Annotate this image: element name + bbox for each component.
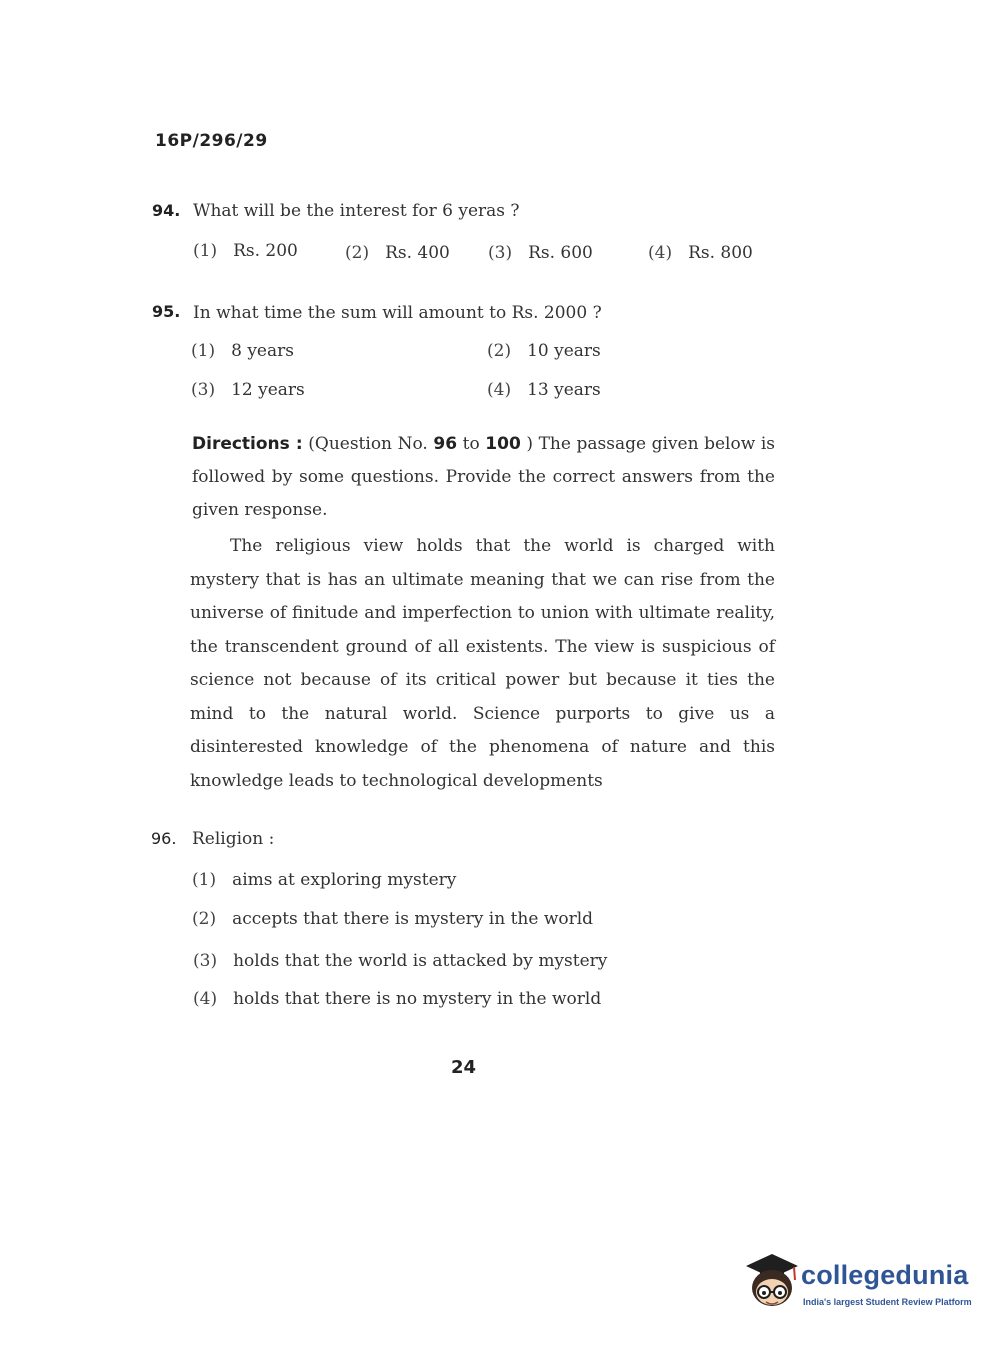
q96-option-2[interactable] <box>192 909 593 929</box>
q96-option-4[interactable] <box>193 989 601 1009</box>
option-text: 10 years <box>527 341 601 361</box>
option-number: (3) <box>193 951 218 971</box>
directions-to: 100 <box>485 434 521 454</box>
directions-label: Directions : <box>192 434 303 454</box>
question-95-number: 95. <box>152 302 181 321</box>
option-number: (3) <box>191 380 216 400</box>
question-96-text: Religion : <box>192 829 275 849</box>
directions-from: 96 <box>433 434 458 454</box>
directions-to-word: to <box>462 434 480 454</box>
option-text: 13 years <box>527 380 601 400</box>
q95-option-3[interactable] <box>191 380 305 400</box>
option-text: holds that there is no mystery in the world <box>233 989 602 1009</box>
q96-option-3[interactable] <box>193 951 607 971</box>
q95-option-4[interactable] <box>487 380 601 400</box>
directions-post: ) The passage given below is followed by some questions. Provide the correct answers from the given response. <box>192 434 776 520</box>
option-number: (4) <box>193 989 218 1009</box>
option-text: accepts that there is mystery in the world <box>232 909 594 929</box>
q94-option-1[interactable] <box>193 241 298 261</box>
page-number: 24 <box>451 1057 477 1078</box>
directions-block <box>192 428 775 527</box>
question-95-text: In what time the sum will amount to Rs. 2000 ? <box>193 303 602 323</box>
option-number: (2) <box>345 243 370 263</box>
option-number: (2) <box>487 341 512 361</box>
question-94-text: What will be the interest for 6 yeras ? <box>193 201 520 221</box>
reading-passage <box>190 530 775 798</box>
brand-name: collegedunia <box>801 1260 969 1290</box>
option-number: (3) <box>488 243 513 263</box>
option-text: Rs. 400 <box>385 243 450 263</box>
option-number: (4) <box>648 243 673 263</box>
paper-code: 16P/296/29 <box>155 131 268 151</box>
graduate-mascot-icon <box>742 1250 800 1320</box>
option-text: aims at exploring mystery <box>232 870 457 890</box>
q94-option-3[interactable] <box>488 243 593 263</box>
option-text: Rs. 600 <box>528 243 593 263</box>
q95-option-1[interactable] <box>191 341 294 361</box>
q95-option-2[interactable] <box>487 341 601 361</box>
option-text: Rs. 200 <box>233 241 298 261</box>
q94-option-2[interactable] <box>345 243 450 263</box>
directions-pre: (Question No. <box>308 434 428 454</box>
option-number: (1) <box>192 870 217 890</box>
option-text: holds that the world is attacked by mystery <box>233 951 608 971</box>
option-number: (1) <box>193 241 218 261</box>
option-number: (1) <box>191 341 216 361</box>
option-number: (2) <box>192 909 217 929</box>
question-96-number: 96. <box>151 829 177 848</box>
option-text: Rs. 800 <box>688 243 753 263</box>
brand-tagline: India's largest Student Review Platform <box>803 1297 972 1307</box>
option-number: (4) <box>487 380 512 400</box>
q94-option-4[interactable] <box>648 243 753 263</box>
question-94-number: 94. <box>152 201 181 220</box>
q96-option-1[interactable] <box>192 870 456 890</box>
option-text: 12 years <box>231 380 305 400</box>
option-text: 8 years <box>231 341 294 361</box>
passage-text: The religious view holds that the world is charged with mystery that is has an ultimate meaning that we can rise from the universe of finitude and imperfection to union with ultimate reality, the transcendent ground of all existents. The view is suspicious of science not because of its critical power but because it ties the mind to the natural world. Science purports to give us a disinterested knowledge of the phenomena of nature and this knowledge leads to technological developments <box>190 536 775 791</box>
